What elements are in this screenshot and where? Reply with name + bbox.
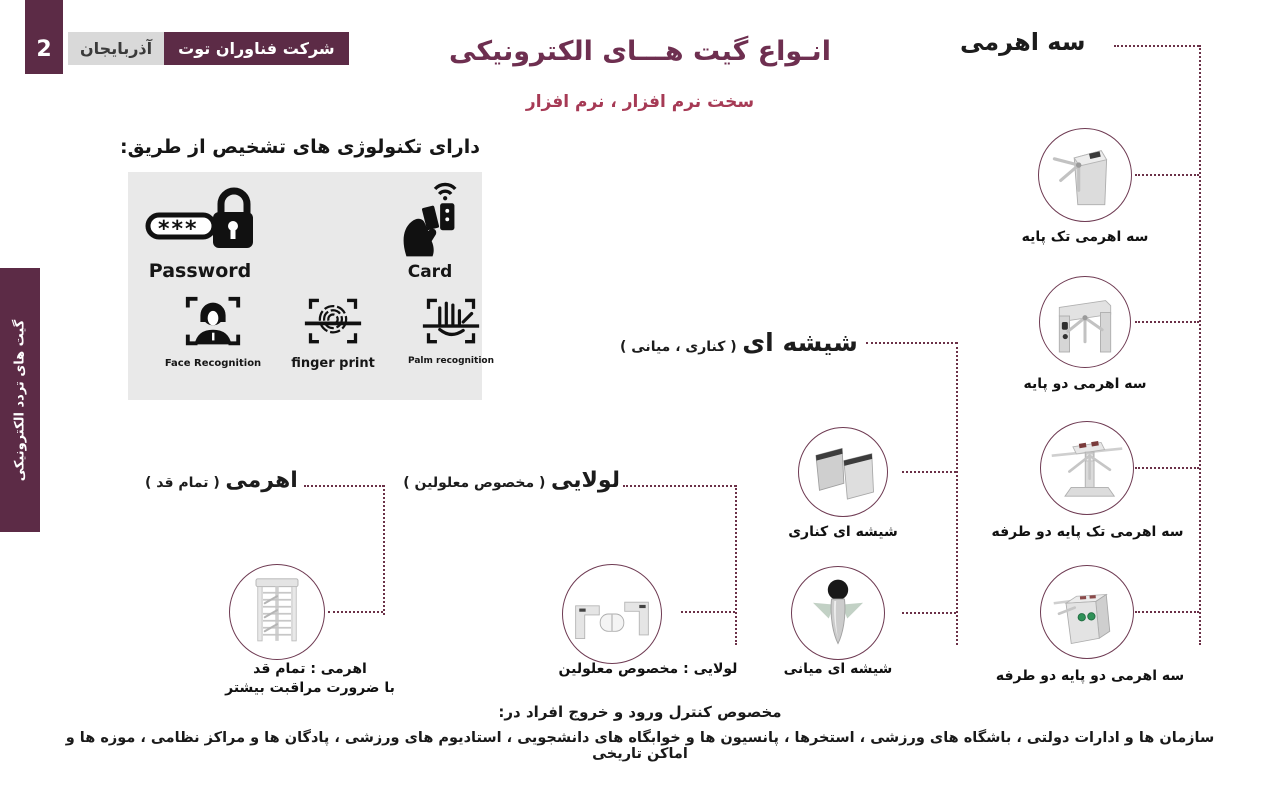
connector-line bbox=[1135, 321, 1199, 323]
tech-label-palm: Palm recognition bbox=[408, 356, 494, 366]
gate-label: سه اهرمی تک پایه bbox=[1021, 229, 1149, 245]
technologies-heading: دارای تکنولوژی های تشخیص از طریق: bbox=[119, 136, 481, 158]
tech-item-card bbox=[388, 178, 472, 282]
connector-line bbox=[956, 342, 958, 645]
connector-line bbox=[902, 612, 956, 614]
connector-line bbox=[1199, 45, 1201, 645]
side-tab bbox=[0, 268, 40, 532]
full-height-gate bbox=[242, 574, 312, 650]
company-region-label: آذربایجان bbox=[68, 32, 164, 65]
company-name-label: شرکت فناوران توت bbox=[164, 32, 349, 65]
gate-label: سه اهرمی دو پایه bbox=[1023, 376, 1147, 392]
connector-line bbox=[1135, 611, 1199, 613]
page-number-badge: 2 bbox=[25, 0, 63, 74]
card-icon bbox=[390, 178, 470, 262]
gate-image-glass-side bbox=[798, 427, 888, 517]
gate-image-tripod-single-leg-two-way bbox=[1040, 421, 1134, 515]
gate-label: شیشه ای میانی bbox=[783, 661, 893, 677]
tripod-double-leg-gate bbox=[1049, 286, 1121, 358]
svg-text:***: *** bbox=[158, 217, 199, 242]
gate-label: سه اهرمی دو پایه دو طرفه bbox=[995, 668, 1185, 684]
connector-line bbox=[1114, 45, 1199, 47]
connector-line bbox=[328, 611, 383, 613]
gate-image-tripod-double-leg bbox=[1039, 276, 1131, 368]
connector-line bbox=[623, 485, 736, 487]
tech-label-fingerprint: finger print bbox=[291, 356, 375, 371]
connector-line bbox=[383, 485, 385, 615]
heading-tripod: سه اهرمی bbox=[960, 28, 1086, 56]
page-title: انـواع گیت هـــای الکترونیکی bbox=[449, 36, 831, 67]
connector-line bbox=[304, 485, 384, 487]
tech-label-face: Face Recognition bbox=[164, 358, 262, 369]
password-icon bbox=[144, 184, 256, 260]
gate-image-tripod-single-leg bbox=[1038, 128, 1132, 222]
footer-intro: مخصوص کنترل ورود و خروج افراد در: bbox=[498, 703, 782, 721]
connector-line bbox=[735, 485, 737, 645]
gate-image-hinged bbox=[562, 564, 662, 664]
gate-label-line1: اهرمی : تمام قد bbox=[253, 661, 367, 677]
tech-label-password: Password bbox=[148, 260, 252, 282]
gate-image-tripod-double-leg-two-way bbox=[1040, 565, 1134, 659]
gate-label-line2: با ضرورت مراقبت بیشتر bbox=[225, 680, 395, 696]
face-recognition-icon bbox=[182, 292, 244, 358]
glass-middle-gate bbox=[805, 575, 871, 651]
connector-line bbox=[866, 342, 957, 344]
tripod-single-leg-gate bbox=[1049, 138, 1121, 212]
connector-line bbox=[681, 611, 735, 613]
tech-item-fingerprint bbox=[278, 292, 388, 371]
gate-label: شیشه ای کناری bbox=[788, 524, 898, 540]
side-tab-label: گیت های تردد الکترونیکی bbox=[12, 319, 28, 481]
page-subtitle: سخت نرم افزار ، نرم افزار bbox=[525, 92, 755, 112]
connector-line bbox=[1135, 467, 1199, 469]
tripod-double-leg-two-way-gate bbox=[1050, 577, 1124, 647]
palm-recognition-icon bbox=[421, 292, 481, 356]
gate-label: سه اهرمی تک پایه دو طرفه bbox=[991, 524, 1184, 540]
connector-line bbox=[1135, 174, 1199, 176]
company-badge bbox=[68, 32, 349, 65]
gate-image-full-height bbox=[229, 564, 325, 660]
tripod-single-leg-two-way-gate bbox=[1050, 431, 1124, 505]
gate-label: لولایی : مخصوص معلولین bbox=[558, 661, 738, 677]
heading-lever: اهرمی ( تمام قد ) bbox=[145, 468, 298, 493]
heading-hinged: لولایی ( مخصوص معلولین ) bbox=[403, 468, 620, 493]
hinged-gate bbox=[572, 583, 652, 645]
tech-item-face bbox=[158, 292, 268, 369]
tech-label-card: Card bbox=[407, 262, 453, 282]
gate-image-glass-middle bbox=[791, 566, 885, 660]
footer-places: سازمان ها و ادارات دولتی ، باشگاه های ورزشی ، استخرها ، پانسیون ها و خوابگاه های دانشجویی ، استادیوم های ورزشی ، پادگان ها و مراکز نظامی ، موزه ها و اماکن تاریخی bbox=[65, 730, 1215, 762]
connector-line bbox=[902, 471, 956, 473]
glass-side-gate bbox=[809, 438, 877, 506]
tech-item-password bbox=[140, 184, 260, 282]
fingerprint-icon bbox=[303, 292, 363, 356]
heading-glass: شیشه ای ( کناری ، میانی ) bbox=[620, 328, 858, 357]
tech-item-palm bbox=[396, 292, 506, 366]
